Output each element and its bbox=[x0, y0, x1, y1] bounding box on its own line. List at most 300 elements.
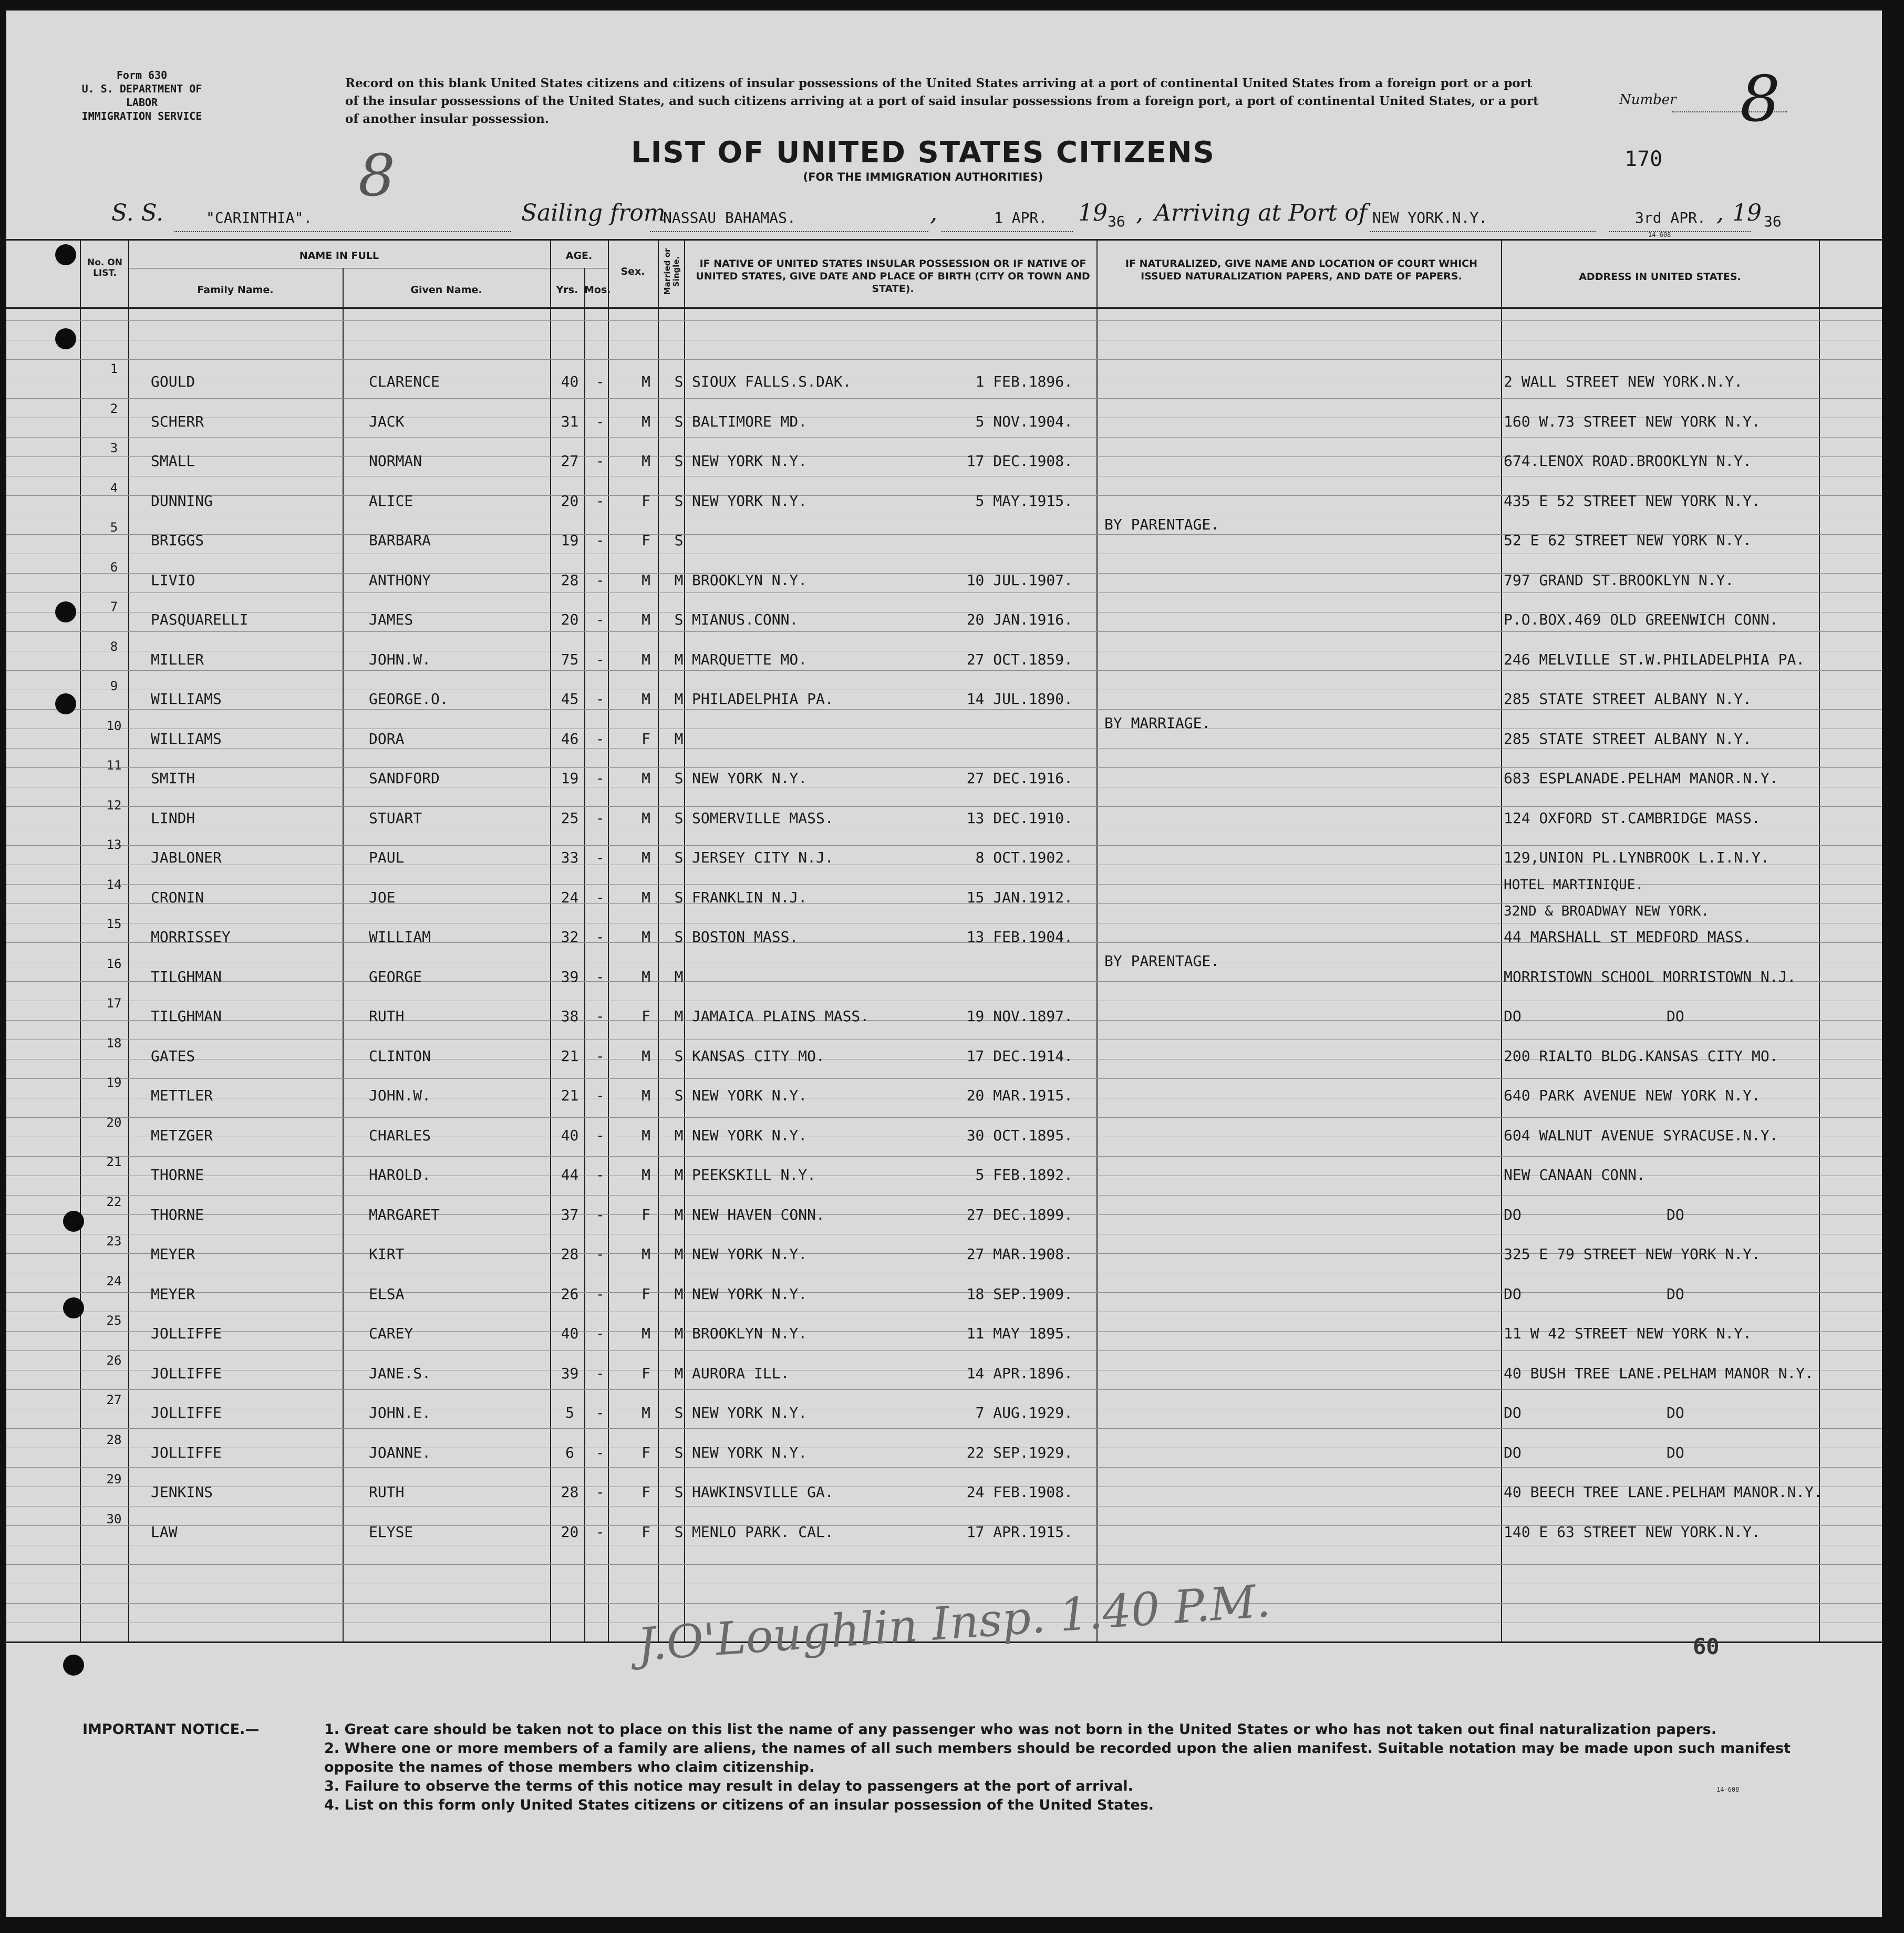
row-number: 27 bbox=[106, 1392, 122, 1407]
birth-date: 27 OCT.1859. bbox=[966, 650, 1073, 668]
marital-status: M bbox=[674, 1166, 684, 1183]
age-months: - bbox=[596, 532, 605, 549]
sex: M bbox=[641, 412, 650, 430]
birth-place: SIOUX FALLS.S.DAK. bbox=[692, 373, 852, 390]
birth-date: 13 FEB.1904. bbox=[966, 928, 1073, 945]
sex: M bbox=[641, 968, 650, 985]
row-number: 18 bbox=[106, 1035, 122, 1051]
family-name: SCHERR bbox=[151, 412, 204, 430]
age-months: - bbox=[596, 1523, 605, 1541]
row-number: 25 bbox=[106, 1313, 122, 1328]
table-row bbox=[6, 1075, 1882, 1126]
birth-place: PEEKSKILL N.Y. bbox=[692, 1166, 816, 1183]
manifest-sheet bbox=[6, 11, 1882, 1917]
header-birth: IF NATIVE OF UNITED STATES INSULAR POSSESSION OR IF NATIVE OF UNITED STATES, GIVE DATE AND PLACE OF BIRTH (CITY OR TOWN AND STATE). bbox=[696, 258, 1090, 295]
header-family-name: Family Name. bbox=[197, 284, 274, 296]
binder-hole bbox=[55, 693, 76, 714]
birth-place: HAWKINSVILLE GA. bbox=[692, 1483, 834, 1501]
birth-date: 8 OCT.1902. bbox=[975, 849, 1073, 866]
sailing-label: Sailing from bbox=[521, 200, 666, 226]
age-months: - bbox=[596, 888, 605, 906]
marital-status: S bbox=[674, 809, 684, 827]
address: 325 E 79 STREET NEW YORK N.Y. bbox=[1504, 1245, 1761, 1263]
address: 246 MELVILLE ST.W.PHILADELPHIA PA. bbox=[1504, 650, 1805, 668]
family-name: MILLER bbox=[151, 650, 204, 668]
age-years: 46 bbox=[561, 730, 579, 747]
address: 11 W 42 STREET NEW YORK N.Y. bbox=[1504, 1325, 1752, 1342]
address: 129,UNION PL.LYNBROOK L.I.N.Y. bbox=[1504, 849, 1770, 866]
family-name: MEYER bbox=[151, 1285, 195, 1303]
birth-date: 18 SEP.1909. bbox=[966, 1285, 1073, 1303]
sex: M bbox=[641, 1404, 650, 1421]
age-years: 31 bbox=[561, 412, 579, 430]
naturalization: BY PARENTAGE. bbox=[1104, 952, 1220, 970]
given-name: RUTH bbox=[369, 1007, 405, 1025]
page-title: LIST OF UNITED STATES CITIZENS bbox=[631, 136, 1215, 170]
birth-place: NEW YORK N.Y. bbox=[692, 1443, 808, 1461]
table-row bbox=[6, 917, 1882, 968]
birth-date: 20 JAN.1916. bbox=[966, 611, 1073, 628]
sex: M bbox=[641, 1325, 650, 1342]
address: P.O.BOX.469 OLD GREENWICH CONN. bbox=[1504, 611, 1778, 628]
header-naturalized: IF NATURALIZED, GIVE NAME AND LOCATION OF COURT WHICH ISSUED NATURALIZATION PAPERS, AND DATE OF PAPERS. bbox=[1125, 258, 1477, 282]
marital-status: S bbox=[674, 452, 684, 470]
sail-year: 36 bbox=[1108, 213, 1125, 230]
family-name: THORNE bbox=[151, 1205, 204, 1223]
family-name: LAW bbox=[151, 1523, 178, 1541]
table-row bbox=[6, 516, 1882, 571]
birth-date: 10 JUL.1907. bbox=[966, 571, 1073, 589]
birth-place: KANSAS CITY MO. bbox=[692, 1047, 825, 1065]
given-name: NORMAN bbox=[369, 452, 422, 470]
print-code: 14—608 bbox=[1648, 231, 1671, 238]
given-name: DORA bbox=[369, 730, 405, 747]
table-row bbox=[6, 441, 1882, 492]
age-months: - bbox=[596, 650, 605, 668]
comma-2: , bbox=[1136, 200, 1143, 226]
header-married-single: Married or Single. bbox=[663, 248, 681, 295]
marital-status: S bbox=[674, 928, 684, 945]
given-name: CAREY bbox=[369, 1325, 413, 1342]
address: 604 WALNUT AVENUE SYRACUSE.N.Y. bbox=[1504, 1126, 1778, 1144]
table-row bbox=[6, 1194, 1882, 1245]
age-months: - bbox=[596, 571, 605, 589]
age-months: - bbox=[596, 1443, 605, 1461]
age-years: 5 bbox=[565, 1404, 574, 1421]
given-name: STUART bbox=[369, 809, 422, 827]
family-name: MORRISSEY bbox=[151, 928, 231, 945]
comma-3: , bbox=[1716, 200, 1724, 226]
row-number: 19 bbox=[106, 1075, 122, 1090]
table-row bbox=[6, 1472, 1882, 1523]
age-months: - bbox=[596, 1325, 605, 1342]
address: DO bbox=[1504, 1285, 1522, 1303]
table-row bbox=[6, 714, 1882, 770]
given-name: ELSA bbox=[369, 1285, 405, 1303]
age-months: - bbox=[596, 492, 605, 510]
birth-place: BROOKLYN N.Y. bbox=[692, 571, 808, 589]
birth-place: AURORA ILL. bbox=[692, 1364, 790, 1382]
birth-place: NEW YORK N.Y. bbox=[692, 1245, 808, 1263]
sex: F bbox=[641, 1443, 650, 1461]
handwritten-mark: 8 bbox=[358, 142, 395, 209]
given-name: CLARENCE bbox=[369, 373, 440, 390]
table-row bbox=[6, 1392, 1882, 1443]
family-name: METZGER bbox=[151, 1126, 213, 1144]
birth-date: 14 APR.1896. bbox=[966, 1364, 1073, 1382]
form-number: Form 630 bbox=[116, 69, 168, 81]
age-years: 40 bbox=[561, 1325, 579, 1342]
birth-place: MENLO PARK. CAL. bbox=[692, 1523, 834, 1541]
address: 140 E 63 STREET NEW YORK.N.Y. bbox=[1504, 1523, 1761, 1541]
family-name: SMALL bbox=[151, 452, 195, 470]
sex: M bbox=[641, 1166, 650, 1183]
address: 52 E 62 STREET NEW YORK N.Y. bbox=[1504, 532, 1752, 549]
sex: M bbox=[641, 1245, 650, 1263]
age-years: 44 bbox=[561, 1166, 579, 1183]
marital-status: M bbox=[674, 650, 684, 668]
address: 797 GRAND ST.BROOKLYN N.Y. bbox=[1504, 571, 1734, 589]
birth-date: 17 DEC.1908. bbox=[966, 452, 1073, 470]
sex: M bbox=[641, 373, 650, 390]
address-line-2: 32ND & BROADWAY NEW YORK. bbox=[1504, 903, 1710, 919]
age-years: 45 bbox=[561, 690, 579, 708]
row-number: 5 bbox=[110, 520, 118, 535]
birth-place: NEW HAVEN CONN. bbox=[692, 1205, 825, 1223]
age-years: 24 bbox=[561, 888, 579, 906]
row-number: 15 bbox=[106, 917, 122, 931]
binder-hole bbox=[55, 244, 76, 265]
age-months: - bbox=[596, 1047, 605, 1065]
arrival-year: 36 bbox=[1764, 213, 1782, 230]
age-months: - bbox=[596, 928, 605, 945]
row-number: 13 bbox=[106, 837, 122, 852]
given-name: JANE.S. bbox=[369, 1364, 431, 1382]
age-years: 40 bbox=[561, 1126, 579, 1144]
sex: F bbox=[641, 1523, 650, 1541]
age-years: 6 bbox=[565, 1443, 574, 1461]
sex: F bbox=[641, 1007, 650, 1025]
address-line-2: DO bbox=[1667, 1443, 1684, 1461]
from-port: NASSAU BAHAMAS. bbox=[663, 209, 796, 226]
age-years: 26 bbox=[561, 1285, 579, 1303]
sex: F bbox=[641, 1483, 650, 1501]
marital-status: S bbox=[674, 611, 684, 628]
comma-1: , bbox=[930, 200, 937, 226]
age-years: 38 bbox=[561, 1007, 579, 1025]
given-name: GEORGE bbox=[369, 968, 422, 985]
row-number: 28 bbox=[106, 1432, 122, 1447]
address-line-2: DO bbox=[1667, 1007, 1684, 1025]
birth-date: 15 JAN.1912. bbox=[966, 888, 1073, 906]
sex: M bbox=[641, 690, 650, 708]
ledger-rule bbox=[6, 320, 1882, 321]
address: 200 RIALTO BLDG.KANSAS CITY MO. bbox=[1504, 1047, 1778, 1065]
table-row bbox=[6, 361, 1882, 412]
given-name: KIRT bbox=[369, 1245, 405, 1263]
table-row bbox=[6, 639, 1882, 690]
arrival-date-line bbox=[1609, 231, 1751, 232]
department: U. S. DEPARTMENT OF LABOR bbox=[81, 82, 202, 109]
family-name: CRONIN bbox=[151, 888, 204, 906]
header-no: No. ON LIST. bbox=[87, 257, 122, 278]
age-years: 21 bbox=[561, 1047, 579, 1065]
age-years: 75 bbox=[561, 650, 579, 668]
age-years: 37 bbox=[561, 1205, 579, 1223]
age-months: - bbox=[596, 373, 605, 390]
birth-date: 5 MAY.1915. bbox=[975, 492, 1073, 510]
table-row bbox=[6, 877, 1882, 928]
notice-item-1: 1. Great care should be taken not to place on this list the name of any passenger who was not born in the United States or who has not taken out final naturalization papers. bbox=[324, 1721, 1717, 1738]
service: IMMIGRATION SERVICE bbox=[81, 110, 202, 122]
age-months: - bbox=[596, 452, 605, 470]
birth-place: JERSEY CITY N.J. bbox=[692, 849, 834, 866]
birth-date: 7 AUG.1929. bbox=[975, 1404, 1073, 1421]
binder-hole bbox=[55, 328, 76, 349]
table-top-border bbox=[6, 239, 1882, 241]
given-name: ANTHONY bbox=[369, 571, 431, 589]
address: 435 E 52 STREET NEW YORK N.Y. bbox=[1504, 492, 1761, 510]
family-name: TILGHMAN bbox=[151, 1007, 222, 1025]
ship-line bbox=[174, 231, 511, 232]
family-name: WILLIAMS bbox=[151, 730, 222, 747]
row-number: 11 bbox=[106, 758, 122, 773]
birth-date: 22 SEP.1929. bbox=[966, 1443, 1073, 1461]
header-age: AGE. bbox=[565, 250, 593, 262]
table-row bbox=[6, 1155, 1882, 1205]
binder-hole bbox=[63, 1297, 84, 1318]
given-name: JOHN.E. bbox=[369, 1404, 431, 1421]
birth-place: NEW YORK N.Y. bbox=[692, 1285, 808, 1303]
notice-item-3: 3. Failure to observe the terms of this notice may result in delay to passengers at the port of arrival. bbox=[324, 1778, 1133, 1794]
address: 674.LENOX ROAD.BROOKLYN N.Y. bbox=[1504, 452, 1752, 470]
sex: M bbox=[641, 571, 650, 589]
arrival-port: NEW YORK.N.Y. bbox=[1372, 209, 1488, 226]
given-name: JACK bbox=[369, 412, 405, 430]
sex: M bbox=[641, 1087, 650, 1104]
marital-status: M bbox=[674, 571, 684, 589]
header-mos: Mos. bbox=[584, 284, 611, 296]
family-name: JOLLIFFE bbox=[151, 1404, 222, 1421]
address: 285 STATE STREET ALBANY N.Y. bbox=[1504, 690, 1752, 708]
page-count: 60 bbox=[1693, 1634, 1720, 1659]
age-months: - bbox=[596, 849, 605, 866]
marital-status: S bbox=[674, 1087, 684, 1104]
age-months: - bbox=[596, 1245, 605, 1263]
age-months: - bbox=[596, 1364, 605, 1382]
address: 44 MARSHALL ST MEDFORD MASS. bbox=[1504, 928, 1752, 945]
age-years: 39 bbox=[561, 968, 579, 985]
address: 683 ESPLANADE.PELHAM MANOR.N.Y. bbox=[1504, 770, 1778, 787]
family-name: TILGHMAN bbox=[151, 968, 222, 985]
age-years: 27 bbox=[561, 452, 579, 470]
family-name: MEYER bbox=[151, 1245, 195, 1263]
age-years: 25 bbox=[561, 809, 579, 827]
age-years: 28 bbox=[561, 1245, 579, 1263]
notice-item-4: 4. List on this form only United States citizens or citizens of an insular possession of the United States. bbox=[324, 1797, 1154, 1813]
age-years: 20 bbox=[561, 492, 579, 510]
marital-status: M bbox=[674, 1007, 684, 1025]
table-row bbox=[6, 1035, 1882, 1087]
sex: M bbox=[641, 849, 650, 866]
age-months: - bbox=[596, 1404, 605, 1421]
family-name: JENKINS bbox=[151, 1483, 213, 1501]
naturalization: BY PARENTAGE. bbox=[1104, 516, 1220, 533]
birth-place: PHILADELPHIA PA. bbox=[692, 690, 834, 708]
row-number: 8 bbox=[110, 639, 118, 654]
address: NEW CANAAN CONN. bbox=[1504, 1166, 1646, 1183]
row-number: 29 bbox=[106, 1472, 122, 1487]
age-years: 32 bbox=[561, 928, 579, 945]
arriving-label: Arriving at Port of bbox=[1154, 200, 1368, 226]
given-name: PAUL bbox=[369, 849, 405, 866]
birth-date: 17 APR.1915. bbox=[966, 1523, 1073, 1541]
birth-place: NEW YORK N.Y. bbox=[692, 1087, 808, 1104]
age-years: 19 bbox=[561, 532, 579, 549]
age-months: - bbox=[596, 809, 605, 827]
age-months: - bbox=[596, 770, 605, 787]
table-row bbox=[6, 758, 1882, 809]
family-name: JOLLIFFE bbox=[151, 1364, 222, 1382]
notice-item-2: 2. Where one or more members of a family are aliens, the names of all such members should be recorded upon the alien manifest. Suitable notation may be made upon such manifest opposite the names of those members who claim citizenship. bbox=[324, 1740, 1791, 1775]
age-years: 20 bbox=[561, 611, 579, 628]
birth-place: BALTIMORE MD. bbox=[692, 412, 808, 430]
sex: M bbox=[641, 928, 650, 945]
table-row bbox=[6, 480, 1882, 532]
address: DO bbox=[1504, 1404, 1522, 1421]
birth-date: 13 DEC.1910. bbox=[966, 809, 1073, 827]
sex: M bbox=[641, 888, 650, 906]
header-bottom-border bbox=[6, 307, 1882, 309]
family-name: BRIGGS bbox=[151, 532, 204, 549]
sail-date: 1 APR. bbox=[994, 209, 1048, 226]
birth-date: 24 FEB.1908. bbox=[966, 1483, 1073, 1501]
address: 640 PARK AVENUE NEW YORK N.Y. bbox=[1504, 1087, 1761, 1104]
birth-place: BOSTON MASS. bbox=[692, 928, 799, 945]
table-row bbox=[6, 797, 1882, 849]
birth-place: MIANUS.CONN. bbox=[692, 611, 799, 628]
table-row bbox=[6, 1353, 1882, 1404]
address: 40 BUSH TREE LANE.PELHAM MANOR N.Y. bbox=[1504, 1364, 1814, 1382]
table-row bbox=[6, 599, 1882, 650]
marital-status: M bbox=[674, 1205, 684, 1223]
birth-date: 17 DEC.1914. bbox=[966, 1047, 1073, 1065]
marital-status: M bbox=[674, 1364, 684, 1382]
given-name: MARGARET bbox=[369, 1205, 440, 1223]
port-line bbox=[1370, 231, 1596, 232]
marital-status: S bbox=[674, 1047, 684, 1065]
family-name: PASQUARELLI bbox=[151, 611, 249, 628]
birth-date: 27 DEC.1916. bbox=[966, 770, 1073, 787]
ledger-rule bbox=[6, 1564, 1882, 1565]
table-row bbox=[6, 401, 1882, 452]
table-row bbox=[6, 559, 1882, 611]
age-months: - bbox=[596, 1483, 605, 1501]
header-given-name: Given Name. bbox=[410, 284, 482, 296]
print-code-footer: 14—608 bbox=[1716, 1786, 1740, 1793]
row-number: 3 bbox=[110, 441, 118, 455]
year-prefix-2: 19 bbox=[1732, 200, 1762, 226]
row-number: 4 bbox=[110, 480, 118, 495]
sex: M bbox=[641, 1047, 650, 1065]
sex: M bbox=[641, 452, 650, 470]
birth-date: 20 MAR.1915. bbox=[966, 1087, 1073, 1104]
sex: F bbox=[641, 730, 650, 747]
age-months: - bbox=[596, 1126, 605, 1144]
given-name: BARBARA bbox=[369, 532, 431, 549]
birth-date: 30 OCT.1895. bbox=[966, 1126, 1073, 1144]
age-years: 21 bbox=[561, 1087, 579, 1104]
ship-name: "CARINTHIA". bbox=[206, 209, 313, 226]
birth-date: 5 FEB.1892. bbox=[975, 1166, 1073, 1183]
table-row bbox=[6, 1313, 1882, 1364]
sheet-number: 170 bbox=[1624, 147, 1663, 171]
birth-place: SOMERVILLE MASS. bbox=[692, 809, 834, 827]
family-name: METTLER bbox=[151, 1087, 213, 1104]
given-name: JOHN.W. bbox=[369, 650, 431, 668]
sex: M bbox=[641, 809, 650, 827]
sex: M bbox=[641, 770, 650, 787]
address-line-2: DO bbox=[1667, 1404, 1684, 1421]
row-number: 17 bbox=[106, 996, 122, 1011]
table-row bbox=[6, 1234, 1882, 1285]
birth-place: NEW YORK N.Y. bbox=[692, 770, 808, 787]
marital-status: S bbox=[674, 373, 684, 390]
age-years: 40 bbox=[561, 373, 579, 390]
table-row bbox=[6, 1115, 1882, 1166]
header-sex: Sex. bbox=[620, 266, 645, 277]
marital-status: M bbox=[674, 730, 684, 747]
birth-date: 19 NOV.1897. bbox=[966, 1007, 1073, 1025]
birth-date: 11 MAY 1895. bbox=[966, 1325, 1073, 1342]
year-prefix: 19 bbox=[1078, 200, 1108, 226]
family-name: JOLLIFFE bbox=[151, 1325, 222, 1342]
marital-status: S bbox=[674, 1404, 684, 1421]
from-line bbox=[650, 231, 928, 232]
arrival-date: 3rd APR. bbox=[1635, 209, 1706, 226]
address: DO bbox=[1504, 1205, 1522, 1223]
family-name: THORNE bbox=[151, 1166, 204, 1183]
binder-hole bbox=[63, 1211, 84, 1232]
age-months: - bbox=[596, 1166, 605, 1183]
sex: M bbox=[641, 1126, 650, 1144]
page-subtitle: (FOR THE IMMIGRATION AUTHORITIES) bbox=[803, 171, 1043, 183]
table-row bbox=[6, 952, 1882, 1007]
age-months: - bbox=[596, 1007, 605, 1025]
age-years: 28 bbox=[561, 1483, 579, 1501]
marital-status: M bbox=[674, 1245, 684, 1263]
number-value: 8 bbox=[1740, 63, 1781, 136]
marital-status: M bbox=[674, 1285, 684, 1303]
row-number: 23 bbox=[106, 1234, 122, 1249]
age-years: 19 bbox=[561, 770, 579, 787]
notice-label: IMPORTANT NOTICE.— bbox=[82, 1721, 260, 1738]
row-number: 22 bbox=[106, 1194, 122, 1209]
birth-place: JAMAICA PLAINS MASS. bbox=[692, 1007, 870, 1025]
row-number: 21 bbox=[106, 1155, 122, 1169]
naturalization: BY MARRIAGE. bbox=[1104, 714, 1211, 732]
row-number: 26 bbox=[106, 1353, 122, 1368]
ledger-rule bbox=[6, 359, 1882, 360]
row-number: 20 bbox=[106, 1115, 122, 1130]
marital-status: S bbox=[674, 770, 684, 787]
given-name: ELYSE bbox=[369, 1523, 413, 1541]
row-number: 12 bbox=[106, 797, 122, 813]
marital-status: S bbox=[674, 1483, 684, 1501]
family-name: DUNNING bbox=[151, 492, 213, 510]
given-name: JOANNE. bbox=[369, 1443, 431, 1461]
row-number: 14 bbox=[106, 877, 122, 892]
